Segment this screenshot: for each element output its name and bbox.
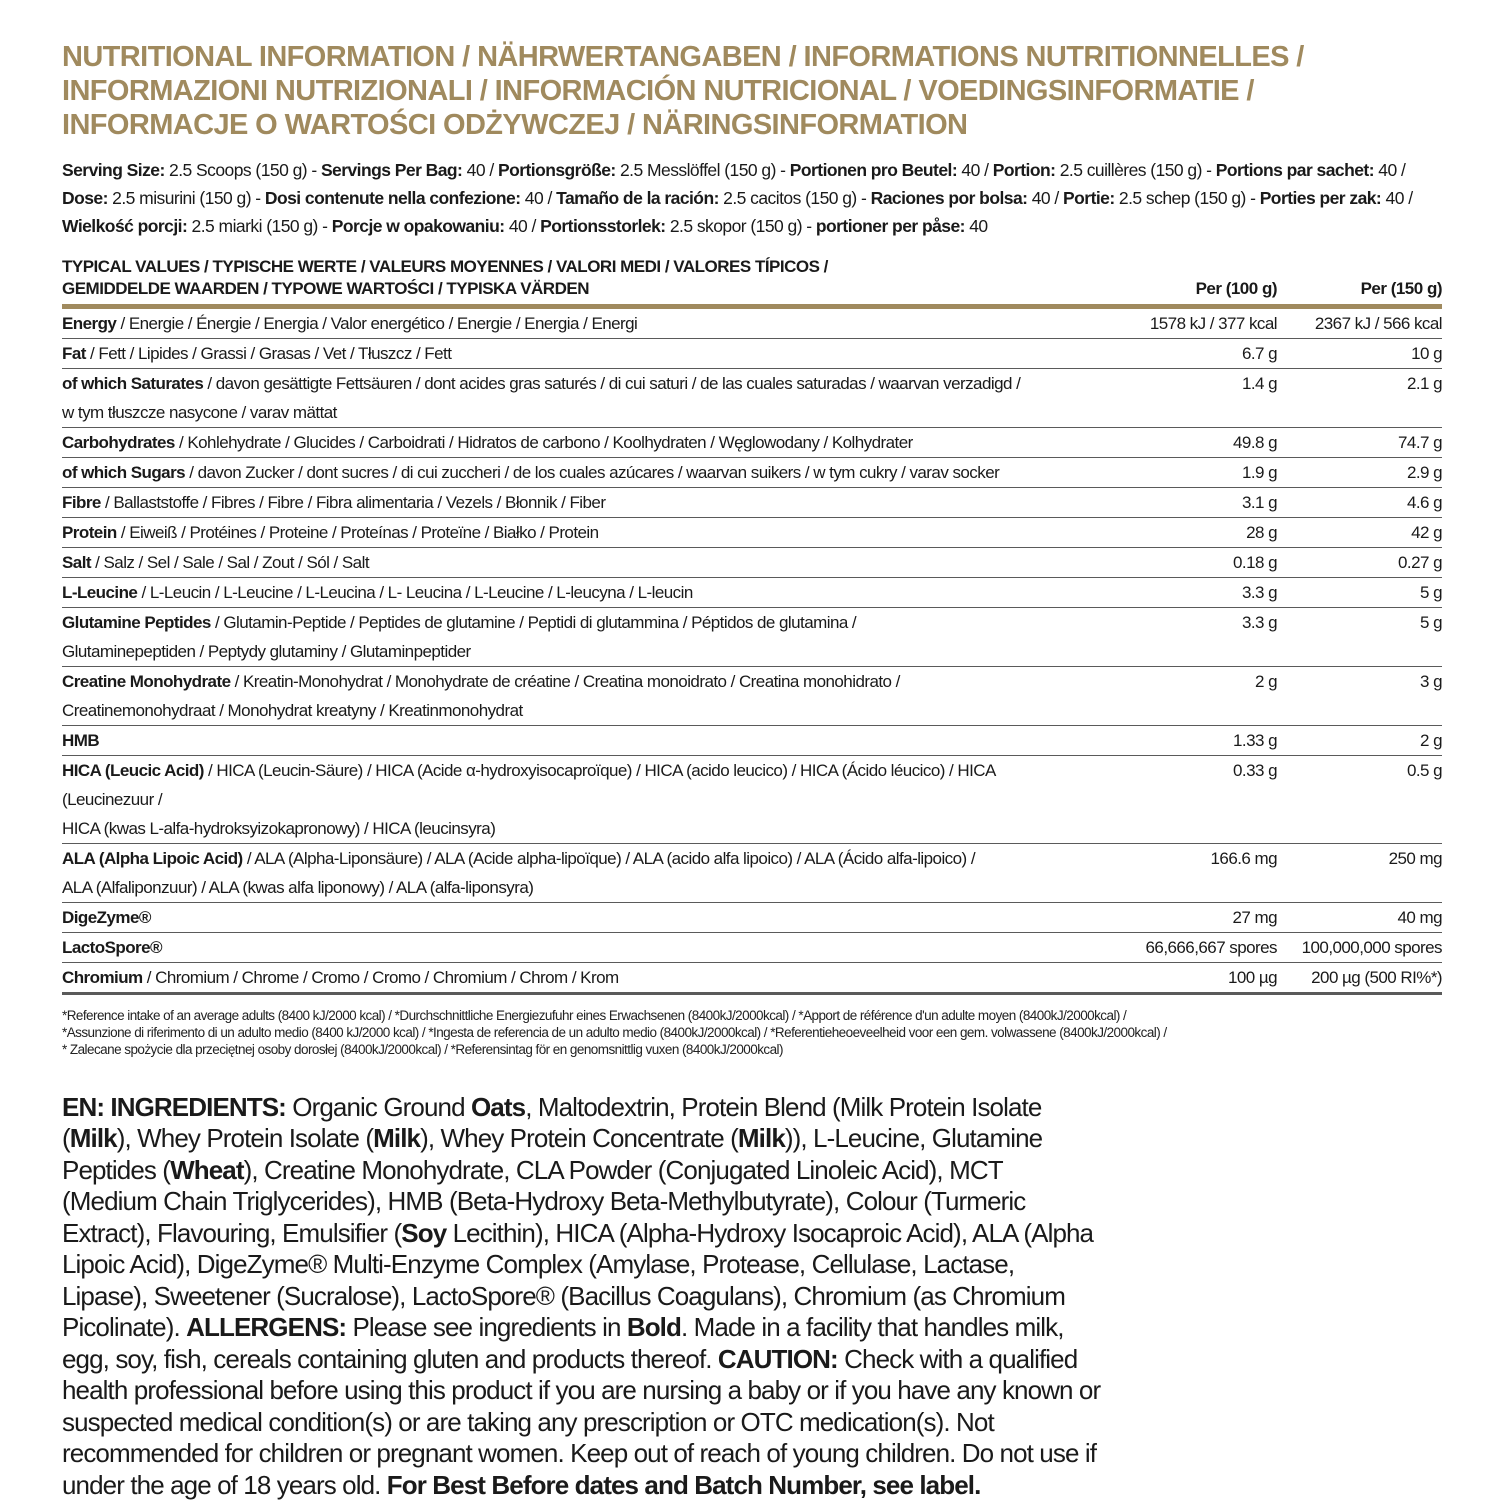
nutrient-name: Fat bbox=[62, 344, 86, 363]
table-header bbox=[62, 256, 1442, 304]
value-per-150g: 4.6 g bbox=[1277, 488, 1442, 517]
nutrient-label bbox=[62, 844, 1062, 902]
nutrient-label-line bbox=[62, 608, 1062, 637]
nutrient-name: HICA (Leucic Acid) bbox=[62, 761, 204, 780]
value-per-150g: 42 g bbox=[1277, 518, 1442, 547]
table-row bbox=[62, 844, 1442, 903]
nutrient-label bbox=[62, 488, 1062, 517]
serving-value: 2.5 miarki (150 g) - bbox=[187, 216, 331, 236]
table-row bbox=[62, 726, 1442, 756]
nutrient-label bbox=[62, 608, 1062, 666]
footnote-line: *Reference intake of an average adults (8400 kJ/2000 kcal) / *Durchschnittliche Energiezufuhr eines Erwachsenen (8400kJ/2000kcal) / *Apport de référence d'un adulte moyen (8400kJ/2000kcal) / bbox=[62, 1007, 1442, 1024]
serving-value: 40 / bbox=[957, 160, 993, 180]
nutrient-label-line bbox=[62, 578, 1062, 607]
ingredient-text: )), L-Leucine, Glutamine Peptides ( bbox=[62, 1123, 1042, 1185]
value-per-150g: 2 g bbox=[1277, 726, 1442, 755]
nutrient-translations-continued: w tym tłuszcze nasycone / varav mättat bbox=[62, 398, 1062, 427]
table-row bbox=[62, 309, 1442, 339]
table-row bbox=[62, 428, 1442, 458]
ingredient-text: ), Whey Protein Isolate ( bbox=[117, 1123, 373, 1153]
value-per-100g: 166.6 mg bbox=[1062, 844, 1277, 873]
value-per-100g: 2 g bbox=[1062, 667, 1277, 696]
ingredient-bold: Milk bbox=[738, 1123, 785, 1153]
value-per-100g: 49.8 g bbox=[1062, 428, 1277, 457]
serving-info bbox=[62, 156, 1442, 240]
value-per-150g: 2.1 g bbox=[1277, 369, 1442, 398]
ingredient-text: . Made in a facility that handles milk, egg, soy, fish, cereals containing gluten and products thereof. bbox=[62, 1312, 1064, 1374]
nutrient-translations: / Ballaststoffe / Fibres / Fibre / Fibra alimentaria / Vezels / Błonnik / Fiber bbox=[101, 493, 606, 512]
table-row bbox=[62, 369, 1442, 428]
ingredient-text: Organic Ground bbox=[286, 1092, 471, 1122]
nutrient-translations: / Energie / Énergie / Energia / Valor energético / Energie / Energia / Energi bbox=[116, 314, 637, 333]
nutrient-translations: / HICA (Leucin-Säure) / HICA (Acide α-hydroxyisocaproïque) / HICA (acido leucico) / HICA (Ácido léucico) / HICA (Leucinezuur / bbox=[62, 761, 995, 809]
nutrient-translations: / Chromium / Chrome / Cromo / Cromo / Chromium / Chrom / Krom bbox=[143, 968, 619, 987]
value-per-150g: 250 mg bbox=[1277, 844, 1442, 873]
nutrient-name: Energy bbox=[62, 314, 116, 333]
value-per-150g: 40 mg bbox=[1277, 903, 1442, 932]
nutrient-translations: / Eiweiß / Protéines / Proteine / Proteínas / Proteïne / Białko / Protein bbox=[117, 523, 599, 542]
nutrient-label bbox=[62, 903, 1062, 932]
value-per-150g: 200 µg (500 RI%*) bbox=[1277, 963, 1442, 992]
value-per-100g: 0.18 g bbox=[1062, 548, 1277, 577]
nutrient-label bbox=[62, 309, 1062, 338]
serving-label: Serving Size: bbox=[62, 160, 165, 180]
nutrient-translations: / ALA (Alpha-Liponsäure) / ALA (Acide alpha-lipoïque) / ALA (acido alfa lipoico) / ALA (Ácido alfa-lipoico) / bbox=[243, 849, 975, 868]
value-per-150g: 0.5 g bbox=[1277, 756, 1442, 785]
nutrient-label-line bbox=[62, 309, 1062, 338]
nutrient-label-line bbox=[62, 369, 1062, 398]
table-row bbox=[62, 488, 1442, 518]
nutrient-label-line bbox=[62, 844, 1062, 873]
serving-value: 2.5 misurini (150 g) - bbox=[108, 188, 265, 208]
title-line: NUTRITIONAL INFORMATION / NÄHRWERTANGABEN / INFORMATIONS NUTRITIONNELLES / bbox=[62, 40, 1442, 74]
nutrient-label-line bbox=[62, 339, 1062, 368]
column-header-per-100g: Per (100 g) bbox=[1062, 278, 1277, 300]
ingredient-text: , Maltodextrin, Protein Blend (Milk Protein Isolate ( bbox=[62, 1092, 1041, 1154]
value-per-150g: 100,000,000 spores bbox=[1277, 933, 1442, 962]
title-line: INFORMACJE O WARTOŚCI ODŻYWCZEJ / NÄRINGSINFORMATION bbox=[62, 108, 1442, 142]
serving-label: Portionsstorlek: bbox=[540, 216, 665, 236]
table-row bbox=[62, 933, 1442, 963]
ingredient-bold: Milk bbox=[373, 1123, 420, 1153]
footnote bbox=[62, 1007, 1442, 1058]
value-per-100g: 6.7 g bbox=[1062, 339, 1277, 368]
value-per-150g: 5 g bbox=[1277, 608, 1442, 637]
nutrient-label-line bbox=[62, 518, 1062, 547]
value-per-100g: 1.4 g bbox=[1062, 369, 1277, 398]
serving-label: Portionen pro Beutel: bbox=[790, 160, 957, 180]
nutrient-translations-continued: HICA (kwas L-alfa-hydroksyizokapronowy) / HICA (leucinsyra) bbox=[62, 814, 1062, 843]
serving-label: Raciones por bolsa: bbox=[871, 188, 1028, 208]
nutrient-name: L-Leucine bbox=[62, 583, 137, 602]
value-per-150g: 2.9 g bbox=[1277, 458, 1442, 487]
value-per-100g: 66,666,667 spores bbox=[1062, 933, 1277, 962]
nutrient-label-line bbox=[62, 458, 1062, 487]
nutrition-table-body bbox=[62, 309, 1442, 993]
serving-label: Dosi contenute nella confezione: bbox=[265, 188, 521, 208]
table-row bbox=[62, 518, 1442, 548]
serving-value: 40 / bbox=[1027, 188, 1063, 208]
nutrient-label-line bbox=[62, 963, 1062, 992]
serving-label: Porcje w opakowaniu: bbox=[332, 216, 505, 236]
ingredient-bold: Bold bbox=[627, 1312, 681, 1342]
value-per-100g: 1578 kJ / 377 kcal bbox=[1062, 309, 1277, 338]
ingredient-text: ), Whey Protein Concentrate ( bbox=[420, 1123, 738, 1153]
nutrient-label bbox=[62, 458, 1062, 487]
serving-label: Portionsgröße: bbox=[498, 160, 616, 180]
nutrient-label-line bbox=[62, 548, 1062, 577]
table-row bbox=[62, 903, 1442, 933]
serving-value: 40 / bbox=[462, 160, 498, 180]
ingredients-text bbox=[62, 1092, 1102, 1501]
nutrient-label bbox=[62, 518, 1062, 547]
value-per-100g: 0.33 g bbox=[1062, 756, 1277, 785]
ingredient-bold: EN: INGREDIENTS: bbox=[62, 1092, 286, 1122]
serving-value: 2.5 schep (150 g) - bbox=[1115, 188, 1260, 208]
nutrient-translations: / davon Zucker / dont sucres / di cui zuccheri / de los cuales azúcares / waarvan suikers / w tym cukry / varav socker bbox=[185, 463, 999, 482]
value-per-150g: 2367 kJ / 566 kcal bbox=[1277, 309, 1442, 338]
footnote-line: *Assunzione di riferimento di un adulto medio (8400 kJ/2000 kcal) / *Ingesta de referencia de un adulto medio (8400kJ/2000kcal) / *Referentieheoeveelheid voor een gem. volwassene (8400kJ/2000kcal) / bbox=[62, 1024, 1442, 1041]
nutrient-name: DigeZyme® bbox=[62, 908, 151, 927]
table-header-label bbox=[62, 256, 1062, 300]
value-per-100g: 27 mg bbox=[1062, 903, 1277, 932]
value-per-100g: 3.3 g bbox=[1062, 578, 1277, 607]
page-title bbox=[62, 40, 1442, 142]
serving-label: Portion: bbox=[993, 160, 1056, 180]
nutrient-translations-continued: Creatinemonohydraat / Monohydrat kreatyny / Kreatinmonohydrat bbox=[62, 696, 1062, 725]
ingredient-bold: Wheat bbox=[170, 1155, 244, 1185]
serving-value: 40 bbox=[965, 216, 988, 236]
serving-label: Wielkość porcji: bbox=[62, 216, 187, 236]
ingredient-text: Check with a qualified health professional before using this product if you are nursing a baby or if you have any known or suspected medical condition(s) or are taking any prescription or OTC medication(s). Not recommended for children or pregnant women. Keep out of reach of young children. Do not use if under the age of 18 years old. bbox=[62, 1344, 1100, 1500]
nutrient-label bbox=[62, 428, 1062, 457]
ingredient-bold: Oats bbox=[471, 1092, 525, 1122]
nutrient-label bbox=[62, 756, 1062, 843]
serving-value: 2.5 Messlöffel (150 g) - bbox=[616, 160, 790, 180]
value-per-100g: 3.3 g bbox=[1062, 608, 1277, 637]
serving-value: 2.5 Scoops (150 g) - bbox=[165, 160, 321, 180]
nutrient-label bbox=[62, 963, 1062, 992]
table-row bbox=[62, 548, 1442, 578]
value-per-100g: 28 g bbox=[1062, 518, 1277, 547]
ingredient-text: Lecithin), HICA (Alpha-Hydroxy Isocaproic Acid), ALA (Alpha Lipoic Acid), DigeZyme® Multi-Enzyme Complex (Amylase, Protease, Cellulase, Lactase, Lipase), Sweetener (Sucralose), LactoSpore® (Bacillus Coagulans), Chromium (as Chromium Picolinate). bbox=[62, 1218, 1093, 1343]
serving-value: 2.5 cuillères (150 g) - bbox=[1055, 160, 1215, 180]
nutrient-label-line bbox=[62, 726, 1062, 755]
nutrient-label-line bbox=[62, 428, 1062, 457]
nutrient-name: Carbohydrates bbox=[62, 433, 175, 452]
table-row bbox=[62, 608, 1442, 667]
value-per-150g: 74.7 g bbox=[1277, 428, 1442, 457]
nutrient-label bbox=[62, 578, 1062, 607]
table-row bbox=[62, 339, 1442, 369]
serving-value: 40 / bbox=[1381, 188, 1412, 208]
ingredient-bold: Soy bbox=[401, 1218, 446, 1248]
table-row bbox=[62, 458, 1442, 488]
serving-label: Dose: bbox=[62, 188, 108, 208]
nutrient-name: Protein bbox=[62, 523, 117, 542]
nutrient-name: of which Sugars bbox=[62, 463, 185, 482]
nutrient-name: LactoSpore® bbox=[62, 938, 162, 957]
title-line: INFORMAZIONI NUTRIZIONALI / INFORMACIÓN NUTRICIONAL / VOEDINGSINFORMATIE / bbox=[62, 74, 1442, 108]
nutrient-translations: / Kreatin-Monohydrat / Monohydrate de créatine / Creatina monoidrato / Creatina monohidrato / bbox=[230, 672, 899, 691]
nutrient-label-line bbox=[62, 756, 1062, 814]
nutrient-name: Glutamine Peptides bbox=[62, 613, 211, 632]
serving-value: 40 / bbox=[505, 216, 541, 236]
serving-value: 40 / bbox=[521, 188, 557, 208]
value-per-100g: 1.9 g bbox=[1062, 458, 1277, 487]
serving-label: portioner per påse: bbox=[816, 216, 965, 236]
serving-label: Portie: bbox=[1063, 188, 1115, 208]
ingredient-bold: Milk bbox=[70, 1123, 117, 1153]
ingredient-bold: For Best Before dates and Batch Number, see label. bbox=[387, 1470, 981, 1500]
value-per-150g: 5 g bbox=[1277, 578, 1442, 607]
nutrient-label bbox=[62, 369, 1062, 427]
value-per-100g: 1.33 g bbox=[1062, 726, 1277, 755]
table-header-line: GEMIDDELDE WAARDEN / TYPOWE WARTOŚCI / TYPISKA VÄRDEN bbox=[62, 278, 1062, 300]
table-header-line: TYPICAL VALUES / TYPISCHE WERTE / VALEURS MOYENNES / VALORI MEDI / VALORES TÍPICOS / bbox=[62, 256, 1062, 278]
nutrient-label-line bbox=[62, 903, 1062, 932]
nutrient-name: Chromium bbox=[62, 968, 143, 987]
value-per-150g: 3 g bbox=[1277, 667, 1442, 696]
nutrient-label-line bbox=[62, 933, 1062, 962]
nutrition-label bbox=[62, 40, 1442, 1501]
nutrient-label bbox=[62, 933, 1062, 962]
table-row bbox=[62, 578, 1442, 608]
nutrient-label bbox=[62, 339, 1062, 368]
table-row bbox=[62, 963, 1442, 993]
value-per-100g: 100 µg bbox=[1062, 963, 1277, 992]
nutrient-name: HMB bbox=[62, 731, 99, 750]
serving-value: 2.5 cacitos (150 g) - bbox=[719, 188, 871, 208]
ingredient-bold: CAUTION: bbox=[718, 1344, 838, 1374]
nutrient-translations: / Salz / Sel / Sale / Sal / Zout / Sól / Salt bbox=[91, 553, 369, 572]
serving-value: 2.5 skopor (150 g) - bbox=[666, 216, 816, 236]
table-row bbox=[62, 756, 1442, 844]
value-per-100g: 3.1 g bbox=[1062, 488, 1277, 517]
serving-label: Porties per zak: bbox=[1260, 188, 1382, 208]
table-row bbox=[62, 667, 1442, 726]
serving-label: Tamaño de la ración: bbox=[556, 188, 719, 208]
serving-label: Portions par sachet: bbox=[1216, 160, 1374, 180]
serving-label: Servings Per Bag: bbox=[321, 160, 462, 180]
nutrient-name: Salt bbox=[62, 553, 91, 572]
nutrient-label bbox=[62, 726, 1062, 755]
nutrient-translations: / Kohlehydrate / Glucides / Carboidrati / Hidratos de carbono / Koolhydraten / Węglowodany / Kolhydrater bbox=[175, 433, 913, 452]
serving-value: 40 / bbox=[1374, 160, 1405, 180]
nutrient-translations-continued: Glutaminepeptiden / Peptydy glutaminy / Glutaminpeptider bbox=[62, 637, 1062, 666]
nutrient-translations: / Glutamin-Peptide / Peptides de glutamine / Peptidi di glutammina / Péptidos de glutamina / bbox=[211, 613, 856, 632]
column-header-per-150g: Per (150 g) bbox=[1277, 278, 1442, 300]
footnote-line: * Zalecane spożycie dla przeciętnej osoby dorosłej (8400kJ/2000kcal) / *Referensintag för en genomsnittlig vuxen (8400kJ/2000kcal) bbox=[62, 1041, 1442, 1058]
nutrient-label bbox=[62, 667, 1062, 725]
value-per-150g: 10 g bbox=[1277, 339, 1442, 368]
ingredient-text: ), Creatine Monohydrate, CLA Powder (Conjugated Linoleic Acid), MCT (Medium Chain Triglycerides), HMB (Beta-Hydroxy Beta-Methylbutyrate), Colour (Turmeric Extract), Flavouring, Emulsifier ( bbox=[62, 1155, 1025, 1248]
ingredient-bold: ALLERGENS: bbox=[186, 1312, 346, 1342]
nutrient-label-line bbox=[62, 488, 1062, 517]
nutrient-label bbox=[62, 548, 1062, 577]
nutrient-label-line bbox=[62, 667, 1062, 696]
ingredient-text: Please see ingredients in bbox=[346, 1312, 627, 1342]
value-per-150g: 0.27 g bbox=[1277, 548, 1442, 577]
nutrient-translations: / davon gesättigte Fettsäuren / dont acides gras saturés / di cui saturi / de las cuales saturadas / waarvan verzadigd / bbox=[203, 374, 1020, 393]
nutrient-translations: / L-Leucin / L-Leucine / L-Leucina / L- Leucina / L-Leucine / L-leucyna / L-leucin bbox=[137, 583, 692, 602]
nutrient-name: Fibre bbox=[62, 493, 101, 512]
nutrient-name: ALA (Alpha Lipoic Acid) bbox=[62, 849, 243, 868]
nutrient-translations-continued: ALA (Alfaliponzuur) / ALA (kwas alfa liponowy) / ALA (alfa-liponsyra) bbox=[62, 873, 1062, 902]
nutrient-name: Creatine Monohydrate bbox=[62, 672, 230, 691]
nutrient-translations: / Fett / Lipides / Grassi / Grasas / Vet / Tłuszcz / Fett bbox=[86, 344, 452, 363]
nutrient-name: of which Saturates bbox=[62, 374, 203, 393]
